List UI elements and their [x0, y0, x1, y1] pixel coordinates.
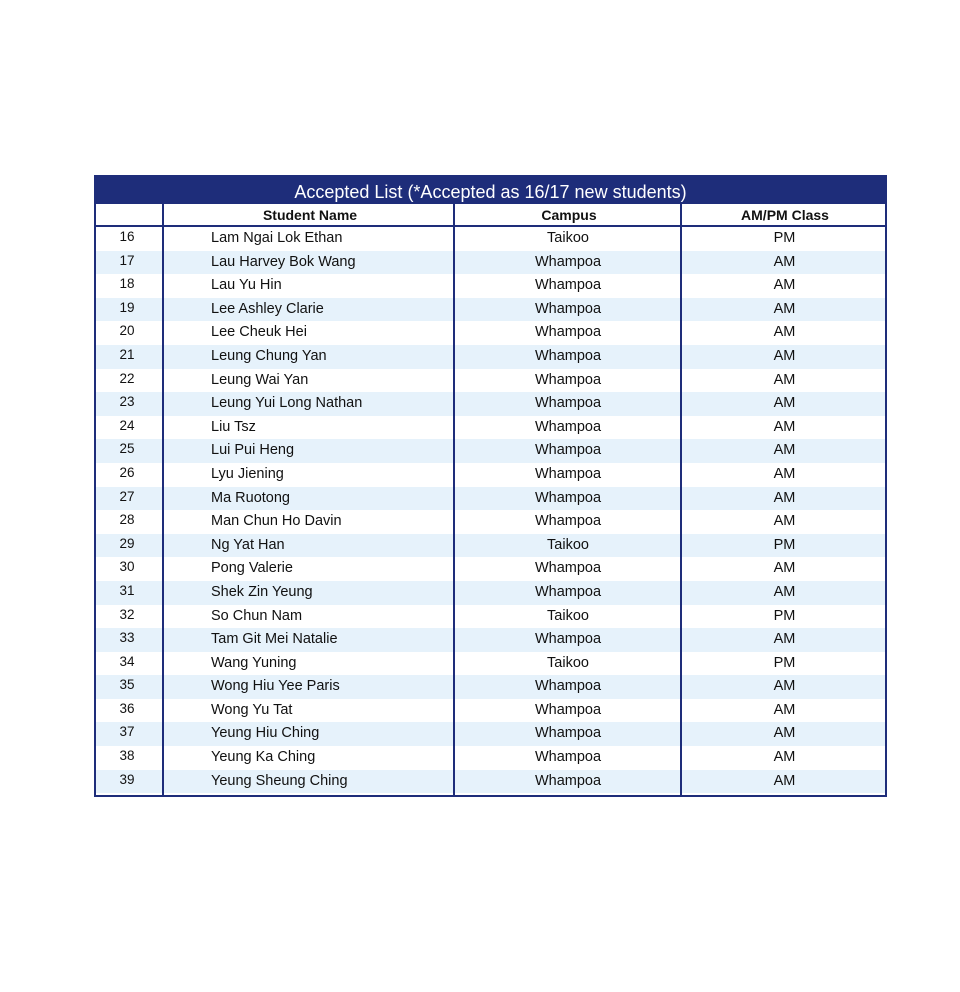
- row-number: 26: [119, 464, 135, 480]
- campus-cell: Whampoa: [534, 324, 602, 341]
- table-row: [96, 770, 885, 794]
- campus-cell: Whampoa: [534, 701, 602, 718]
- column-header-number: [96, 204, 163, 225]
- table-row: [96, 487, 885, 511]
- column-header-campus: Campus: [541, 207, 597, 223]
- table-row: [96, 369, 885, 393]
- class-cell: PM: [773, 230, 796, 246]
- campus-cell: Whampoa: [534, 371, 602, 388]
- class-cell: AM: [773, 583, 796, 600]
- table-row: [96, 722, 885, 746]
- row-number: 39: [119, 771, 135, 787]
- class-cell: AM: [773, 418, 796, 435]
- table-row: [96, 699, 885, 723]
- table-row: [96, 534, 885, 558]
- campus-cell: Whampoa: [534, 347, 602, 364]
- campus-cell: Taikoo: [547, 230, 589, 246]
- campus-cell: Whampoa: [534, 583, 602, 600]
- class-cell: AM: [773, 395, 796, 412]
- column-divider: [680, 204, 682, 795]
- class-cell: AM: [773, 253, 796, 270]
- row-number: 37: [119, 724, 135, 740]
- column-header-class: AM/PM Class: [741, 207, 829, 223]
- row-number: 27: [119, 488, 135, 504]
- student-name-cell: Leung Chung Yan: [211, 347, 327, 364]
- class-cell: AM: [773, 513, 796, 530]
- row-number: 31: [119, 582, 135, 598]
- campus-cell: Taikoo: [547, 607, 589, 624]
- student-name-cell: So Chun Nam: [211, 607, 303, 624]
- campus-cell: Whampoa: [534, 489, 602, 506]
- student-name-cell: Lui Pui Heng: [211, 442, 295, 459]
- campus-cell: Taikoo: [547, 654, 589, 671]
- row-number: 21: [119, 346, 135, 362]
- table-header: [96, 204, 885, 227]
- table-row: [96, 605, 885, 629]
- table-row: [96, 274, 885, 298]
- student-name-cell: Liu Tsz: [211, 418, 256, 435]
- table-row: [96, 557, 885, 581]
- row-number: 25: [119, 441, 135, 457]
- column-divider: [162, 204, 164, 795]
- student-name-cell: Yeung Sheung Ching: [211, 772, 348, 789]
- row-number: 38: [119, 748, 135, 764]
- table-row: [96, 463, 885, 487]
- campus-cell: Whampoa: [534, 560, 602, 577]
- student-name-cell: Yeung Hiu Ching: [211, 725, 320, 742]
- class-cell: AM: [773, 300, 796, 317]
- table-row: [96, 416, 885, 440]
- column-header-student-name: Student Name: [262, 207, 358, 223]
- campus-cell: Whampoa: [534, 678, 602, 695]
- row-number: 33: [119, 630, 135, 646]
- class-cell: PM: [773, 607, 796, 624]
- student-name-cell: Shek Zin Yeung: [211, 583, 313, 600]
- class-cell: AM: [773, 749, 796, 766]
- campus-cell: Whampoa: [534, 749, 602, 766]
- row-number: 36: [119, 700, 135, 716]
- table-row: [96, 227, 885, 251]
- accepted-list-table: [94, 175, 887, 797]
- table-row: [96, 675, 885, 699]
- student-name-cell: Leung Wai Yan: [211, 371, 309, 388]
- class-cell: AM: [773, 371, 796, 388]
- class-cell: AM: [773, 631, 796, 648]
- campus-cell: Whampoa: [534, 395, 602, 412]
- class-cell: AM: [773, 277, 796, 294]
- student-name-cell: Lee Cheuk Hei: [211, 324, 307, 341]
- row-number: 24: [119, 417, 135, 433]
- class-cell: AM: [773, 560, 796, 577]
- row-number: 16: [119, 229, 135, 244]
- row-number: 29: [119, 535, 135, 551]
- table-row: [96, 251, 885, 275]
- campus-cell: Whampoa: [534, 300, 602, 317]
- class-cell: AM: [773, 772, 796, 789]
- student-name-cell: Lau Harvey Bok Wang: [211, 253, 356, 270]
- table-row: [96, 746, 885, 770]
- table-row: [96, 392, 885, 416]
- campus-cell: Whampoa: [534, 513, 602, 530]
- row-number: 35: [119, 677, 135, 693]
- table-row: [96, 345, 885, 369]
- student-name-cell: Lam Ngai Lok Ethan: [211, 230, 343, 246]
- student-name-cell: Wong Yu Tat: [211, 701, 293, 718]
- row-number: 30: [119, 559, 135, 575]
- campus-cell: Whampoa: [534, 418, 602, 435]
- class-cell: AM: [773, 442, 796, 459]
- row-number: 22: [119, 370, 135, 386]
- table-row: [96, 581, 885, 605]
- table-row: [96, 439, 885, 463]
- campus-cell: Whampoa: [534, 772, 602, 789]
- row-number: 28: [119, 512, 135, 528]
- row-number: 23: [119, 394, 135, 410]
- student-name-cell: Wong Hiu Yee Paris: [211, 678, 340, 695]
- campus-cell: Whampoa: [534, 253, 602, 270]
- student-name-cell: Ma Ruotong: [211, 489, 290, 506]
- class-cell: AM: [773, 489, 796, 506]
- row-number: 34: [119, 653, 135, 669]
- student-name-cell: Lyu Jiening: [211, 465, 284, 482]
- campus-cell: Whampoa: [534, 442, 602, 459]
- class-cell: PM: [773, 654, 796, 671]
- class-cell: AM: [773, 678, 796, 695]
- row-number: 18: [119, 276, 135, 292]
- student-name-cell: Yeung Ka Ching: [211, 749, 316, 766]
- campus-cell: Whampoa: [534, 725, 602, 742]
- campus-cell: Taikoo: [547, 536, 589, 553]
- row-number: 17: [119, 252, 135, 268]
- student-name-cell: Lee Ashley Clarie: [211, 300, 324, 317]
- student-name-cell: Leung Yui Long Nathan: [211, 395, 363, 412]
- campus-cell: Whampoa: [534, 631, 602, 648]
- row-number: 19: [119, 299, 135, 315]
- row-number: 20: [119, 323, 135, 339]
- class-cell: AM: [773, 324, 796, 341]
- class-cell: AM: [773, 465, 796, 482]
- student-name-cell: Pong Valerie: [211, 560, 293, 577]
- row-number: 32: [119, 606, 135, 622]
- student-name-cell: Tam Git Mei Natalie: [211, 631, 338, 648]
- table-body: [96, 227, 885, 793]
- campus-cell: Whampoa: [534, 277, 602, 294]
- table-row: [96, 510, 885, 534]
- student-name-cell: Lau Yu Hin: [211, 277, 282, 294]
- student-name-cell: Man Chun Ho Davin: [211, 513, 342, 530]
- table-row: [96, 321, 885, 345]
- table-row: [96, 628, 885, 652]
- table-row: [96, 298, 885, 322]
- campus-cell: Whampoa: [534, 465, 602, 482]
- class-cell: PM: [773, 536, 796, 553]
- column-divider: [453, 204, 455, 795]
- class-cell: AM: [773, 347, 796, 364]
- student-name-cell: Ng Yat Han: [211, 536, 285, 553]
- table-title: Accepted List (*Accepted as 16/17 new students): [96, 177, 885, 204]
- class-cell: AM: [773, 725, 796, 742]
- student-name-cell: Wang Yuning: [211, 654, 297, 671]
- table-row: [96, 652, 885, 676]
- class-cell: AM: [773, 701, 796, 718]
